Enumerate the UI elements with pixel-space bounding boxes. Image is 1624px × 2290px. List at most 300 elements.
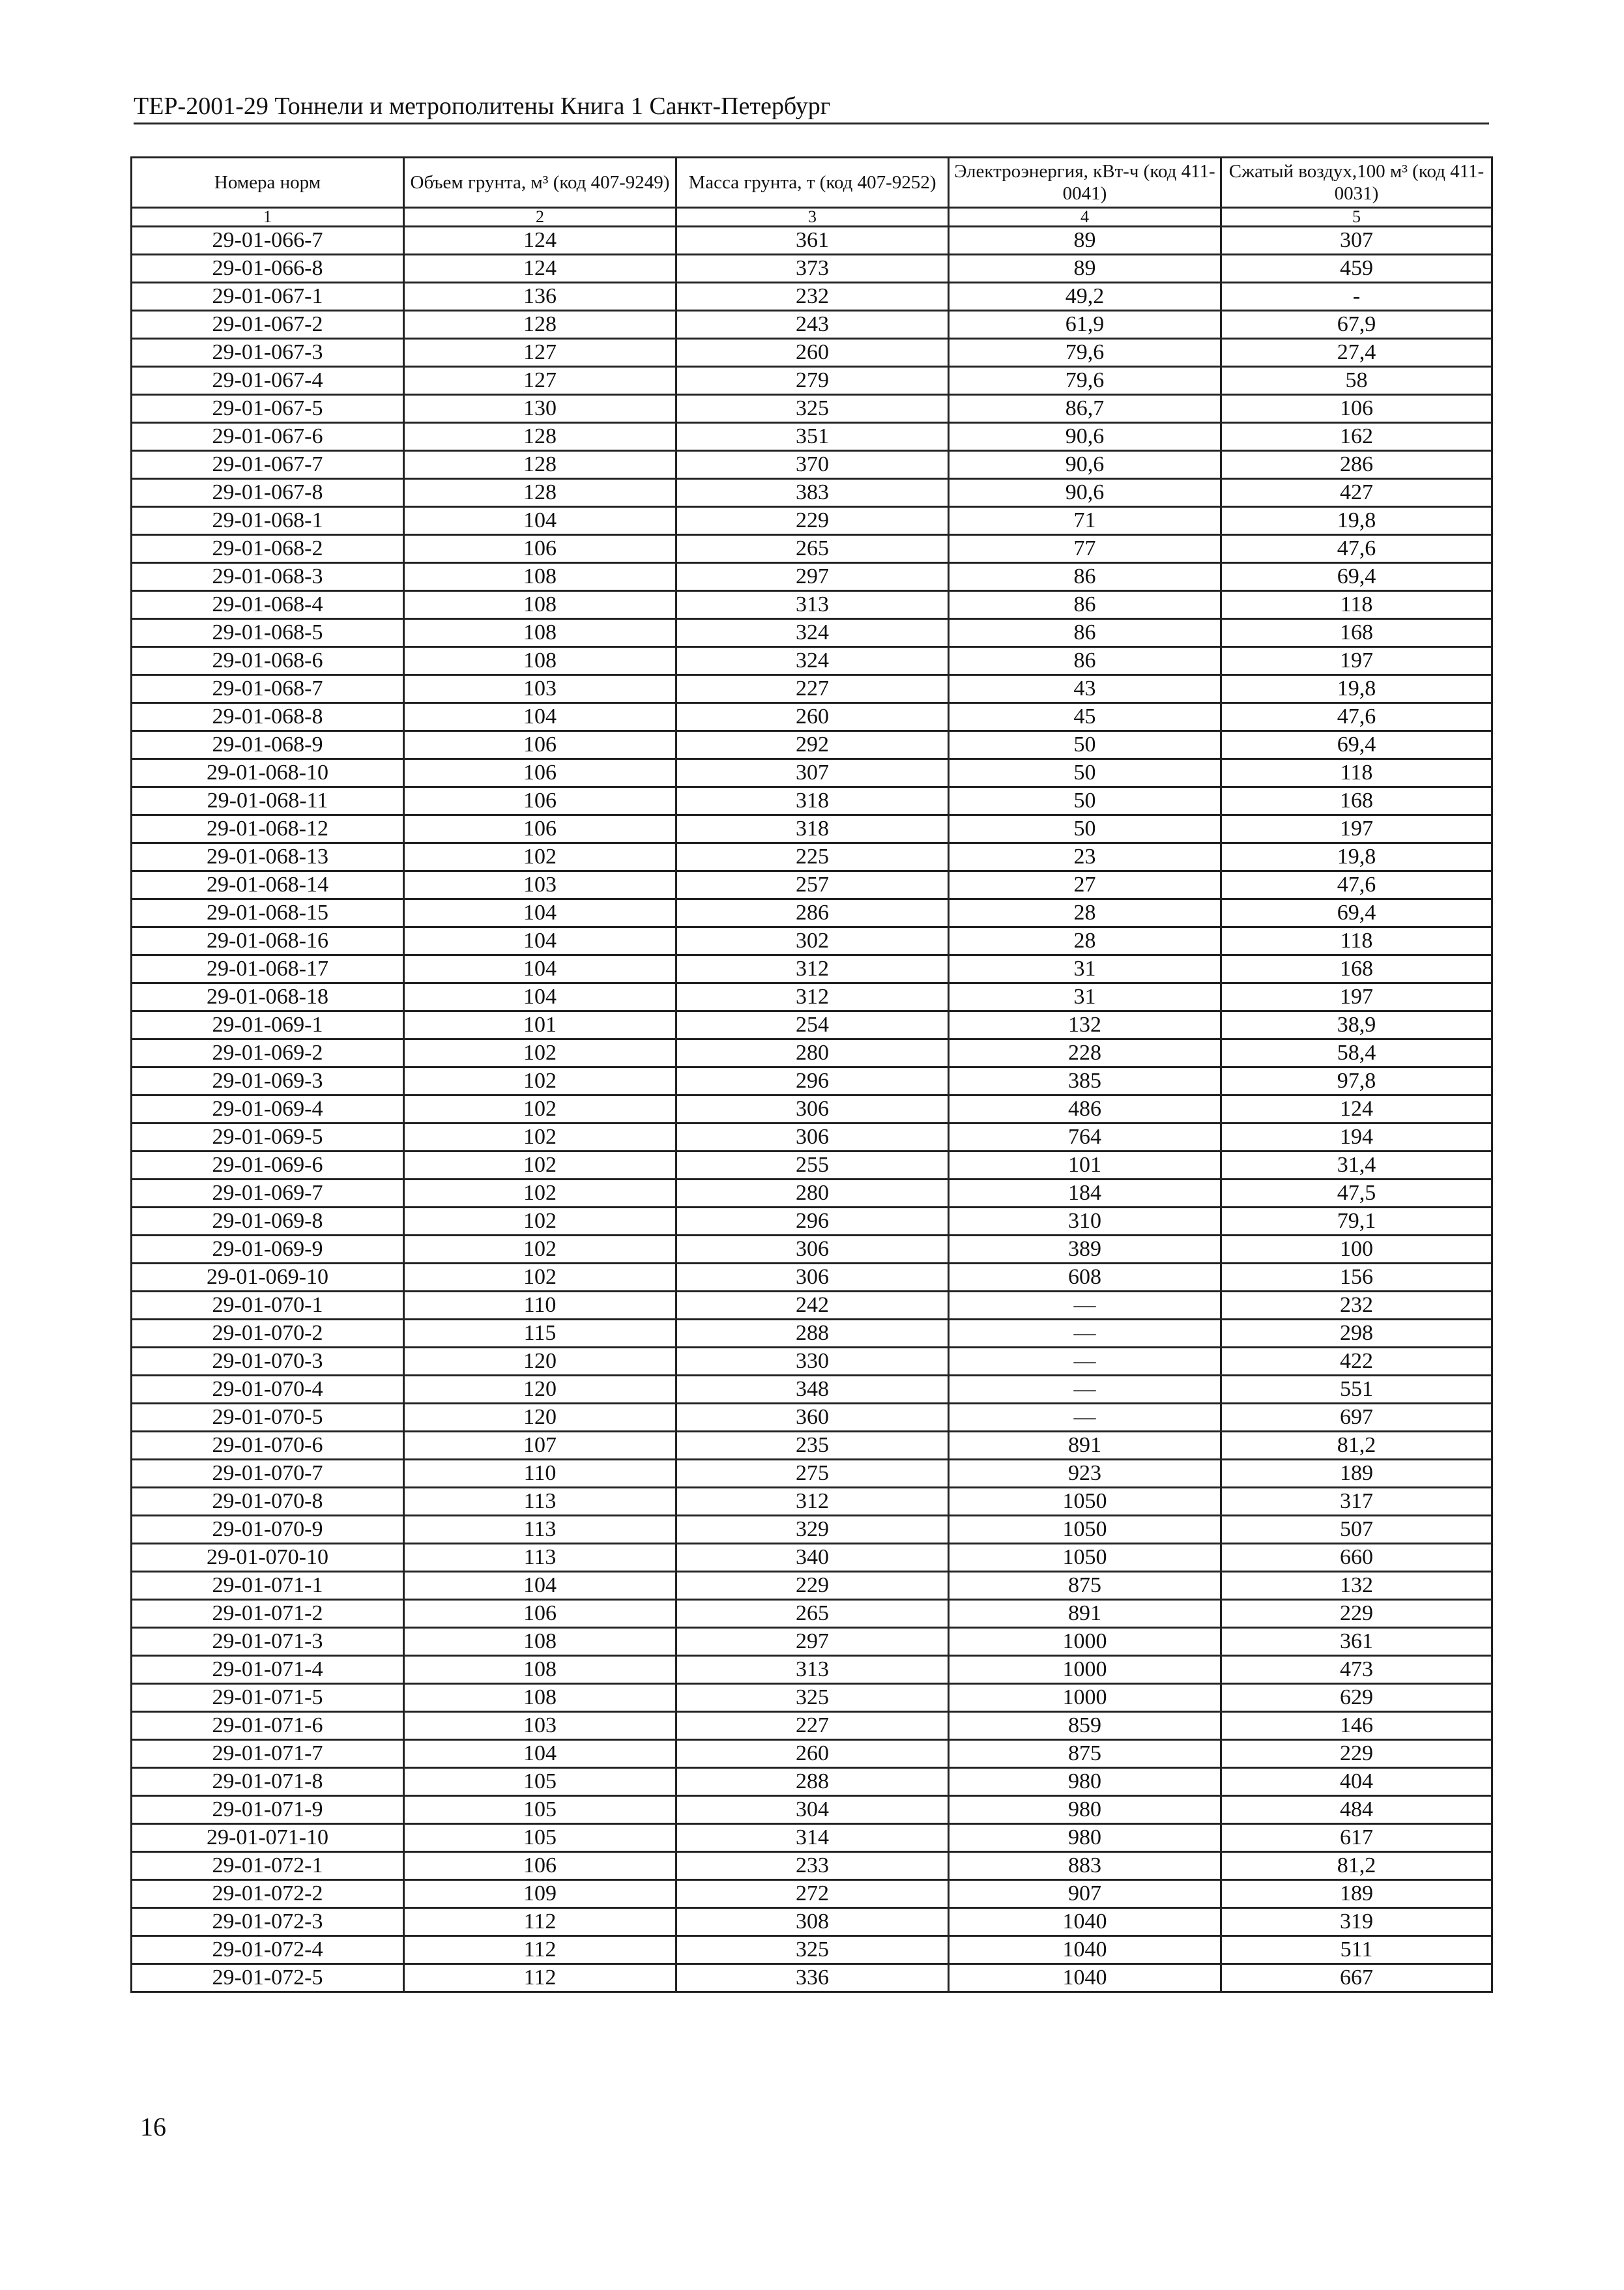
soil-mass-cell: 292 xyxy=(676,731,949,759)
soil-volume-cell: 124 xyxy=(404,227,676,255)
compressed-air-cell: 168 xyxy=(1221,619,1492,647)
soil-mass-cell: 272 xyxy=(676,1880,949,1908)
table-row xyxy=(132,1376,1492,1404)
electricity-cell: 883 xyxy=(949,1852,1221,1880)
soil-mass-cell: 225 xyxy=(676,843,949,871)
table-row xyxy=(132,1572,1492,1600)
table-row xyxy=(132,1460,1492,1488)
soil-volume-cell: 104 xyxy=(404,955,676,983)
norm-number-cell: 29-01-068-17 xyxy=(132,955,404,983)
electricity-cell: 86 xyxy=(949,647,1221,675)
compressed-air-cell: 58,4 xyxy=(1221,1039,1492,1067)
norm-number-cell: 29-01-068-6 xyxy=(132,647,404,675)
table-body xyxy=(132,227,1492,1992)
table-row xyxy=(132,339,1492,367)
compressed-air-cell: 660 xyxy=(1221,1544,1492,1572)
table-row xyxy=(132,843,1492,871)
norm-number-cell: 29-01-071-3 xyxy=(132,1628,404,1656)
soil-mass-cell: 265 xyxy=(676,535,949,563)
compressed-air-cell: 118 xyxy=(1221,759,1492,787)
soil-mass-cell: 296 xyxy=(676,1208,949,1236)
norm-number-cell: 29-01-067-5 xyxy=(132,395,404,423)
soil-mass-cell: 235 xyxy=(676,1432,949,1460)
norm-number-cell: 29-01-068-8 xyxy=(132,703,404,731)
norm-number-cell: 29-01-067-1 xyxy=(132,283,404,311)
compressed-air-cell: 427 xyxy=(1221,479,1492,507)
table-row xyxy=(132,1544,1492,1572)
soil-volume-cell: 102 xyxy=(404,1236,676,1264)
soil-mass-cell: 330 xyxy=(676,1348,949,1376)
norm-number-cell: 29-01-068-3 xyxy=(132,563,404,591)
norm-number-cell: 29-01-070-4 xyxy=(132,1376,404,1404)
header-soil-volume: Объем грунта, м³ (код 407-9249) xyxy=(404,158,676,208)
norm-number-cell: 29-01-068-15 xyxy=(132,899,404,927)
compressed-air-cell: 69,4 xyxy=(1221,731,1492,759)
column-number: 4 xyxy=(949,208,1221,227)
compressed-air-cell: 69,4 xyxy=(1221,563,1492,591)
electricity-cell: 31 xyxy=(949,983,1221,1011)
electricity-cell: 389 xyxy=(949,1236,1221,1264)
electricity-cell: — xyxy=(949,1376,1221,1404)
soil-mass-cell: 297 xyxy=(676,563,949,591)
electricity-cell: 980 xyxy=(949,1768,1221,1796)
soil-mass-cell: 307 xyxy=(676,759,949,787)
norm-number-cell: 29-01-068-13 xyxy=(132,843,404,871)
table-row xyxy=(132,423,1492,451)
norm-number-cell: 29-01-070-5 xyxy=(132,1404,404,1432)
table-row xyxy=(132,1628,1492,1656)
soil-mass-cell: 361 xyxy=(676,227,949,255)
soil-mass-cell: 306 xyxy=(676,1123,949,1152)
soil-mass-cell: 373 xyxy=(676,255,949,283)
soil-volume-cell: 102 xyxy=(404,1039,676,1067)
electricity-cell: 90,6 xyxy=(949,479,1221,507)
norm-number-cell: 29-01-070-2 xyxy=(132,1320,404,1348)
soil-mass-cell: 279 xyxy=(676,367,949,395)
soil-volume-cell: 128 xyxy=(404,423,676,451)
soil-mass-cell: 229 xyxy=(676,507,949,535)
compressed-air-cell: 484 xyxy=(1221,1796,1492,1824)
soil-mass-cell: 360 xyxy=(676,1404,949,1432)
soil-volume-cell: 108 xyxy=(404,563,676,591)
compressed-air-cell: 168 xyxy=(1221,955,1492,983)
compressed-air-cell: 47,6 xyxy=(1221,535,1492,563)
compressed-air-cell: 19,8 xyxy=(1221,507,1492,535)
compressed-air-cell: 189 xyxy=(1221,1460,1492,1488)
electricity-cell: 28 xyxy=(949,927,1221,955)
compressed-air-cell: 307 xyxy=(1221,227,1492,255)
electricity-cell: 980 xyxy=(949,1796,1221,1824)
table-row xyxy=(132,395,1492,423)
electricity-cell: 764 xyxy=(949,1123,1221,1152)
soil-volume-cell: 109 xyxy=(404,1880,676,1908)
norm-number-cell: 29-01-069-3 xyxy=(132,1067,404,1095)
compressed-air-cell: 319 xyxy=(1221,1908,1492,1936)
soil-volume-cell: 108 xyxy=(404,1628,676,1656)
soil-mass-cell: 275 xyxy=(676,1460,949,1488)
compressed-air-cell: 69,4 xyxy=(1221,899,1492,927)
electricity-cell: 101 xyxy=(949,1152,1221,1180)
electricity-cell: 859 xyxy=(949,1712,1221,1740)
soil-mass-cell: 243 xyxy=(676,311,949,339)
electricity-cell: — xyxy=(949,1292,1221,1320)
table-row xyxy=(132,1516,1492,1544)
electricity-cell: 61,9 xyxy=(949,311,1221,339)
soil-volume-cell: 102 xyxy=(404,843,676,871)
norm-number-cell: 29-01-070-9 xyxy=(132,1516,404,1544)
norm-number-cell: 29-01-067-7 xyxy=(132,451,404,479)
soil-mass-cell: 280 xyxy=(676,1180,949,1208)
compressed-air-cell: 106 xyxy=(1221,395,1492,423)
electricity-cell: 79,6 xyxy=(949,367,1221,395)
table-head xyxy=(132,158,1492,227)
soil-volume-cell: 104 xyxy=(404,1572,676,1600)
compressed-air-cell: 38,9 xyxy=(1221,1011,1492,1039)
soil-mass-cell: 297 xyxy=(676,1628,949,1656)
norm-number-cell: 29-01-069-9 xyxy=(132,1236,404,1264)
soil-mass-cell: 288 xyxy=(676,1768,949,1796)
soil-mass-cell: 254 xyxy=(676,1011,949,1039)
table-row xyxy=(132,731,1492,759)
table-row xyxy=(132,1432,1492,1460)
electricity-cell: 28 xyxy=(949,899,1221,927)
compressed-air-cell: 507 xyxy=(1221,1516,1492,1544)
compressed-air-cell: 317 xyxy=(1221,1488,1492,1516)
electricity-cell: 891 xyxy=(949,1432,1221,1460)
table-row xyxy=(132,311,1492,339)
soil-volume-cell: 104 xyxy=(404,927,676,955)
compressed-air-cell: 229 xyxy=(1221,1600,1492,1628)
electricity-cell: 86,7 xyxy=(949,395,1221,423)
soil-mass-cell: 351 xyxy=(676,423,949,451)
norm-number-cell: 29-01-068-1 xyxy=(132,507,404,535)
table-row xyxy=(132,563,1492,591)
electricity-cell: 86 xyxy=(949,563,1221,591)
norm-number-cell: 29-01-069-4 xyxy=(132,1095,404,1123)
electricity-cell: 50 xyxy=(949,759,1221,787)
electricity-cell: 86 xyxy=(949,619,1221,647)
table-row xyxy=(132,1684,1492,1712)
table-row xyxy=(132,227,1492,255)
compressed-air-cell: 162 xyxy=(1221,423,1492,451)
soil-mass-cell: 324 xyxy=(676,647,949,675)
soil-volume-cell: 102 xyxy=(404,1152,676,1180)
norm-number-cell: 29-01-071-9 xyxy=(132,1796,404,1824)
compressed-air-cell: 19,8 xyxy=(1221,843,1492,871)
header-electricity: Электроэнергия, кВт-ч (код 411-0041) xyxy=(949,158,1221,208)
soil-mass-cell: 383 xyxy=(676,479,949,507)
compressed-air-cell: 47,6 xyxy=(1221,703,1492,731)
compressed-air-cell: 124 xyxy=(1221,1095,1492,1123)
norms-table-container xyxy=(130,156,1491,1993)
compressed-air-cell: 100 xyxy=(1221,1236,1492,1264)
table-row xyxy=(132,759,1492,787)
soil-volume-cell: 112 xyxy=(404,1936,676,1964)
soil-volume-cell: 128 xyxy=(404,479,676,507)
soil-mass-cell: 265 xyxy=(676,1600,949,1628)
soil-volume-cell: 108 xyxy=(404,1656,676,1684)
norm-number-cell: 29-01-068-16 xyxy=(132,927,404,955)
soil-mass-cell: 324 xyxy=(676,619,949,647)
table-row xyxy=(132,1123,1492,1152)
electricity-cell: 310 xyxy=(949,1208,1221,1236)
soil-volume-cell: 102 xyxy=(404,1095,676,1123)
norm-number-cell: 29-01-070-6 xyxy=(132,1432,404,1460)
electricity-cell: 907 xyxy=(949,1880,1221,1908)
table-row xyxy=(132,507,1492,535)
soil-volume-cell: 105 xyxy=(404,1824,676,1852)
norm-number-cell: 29-01-071-8 xyxy=(132,1768,404,1796)
soil-mass-cell: 313 xyxy=(676,1656,949,1684)
compressed-air-cell: 197 xyxy=(1221,815,1492,843)
table-row xyxy=(132,1292,1492,1320)
soil-mass-cell: 296 xyxy=(676,1067,949,1095)
soil-mass-cell: 229 xyxy=(676,1572,949,1600)
compressed-air-cell: 511 xyxy=(1221,1936,1492,1964)
norm-number-cell: 29-01-072-2 xyxy=(132,1880,404,1908)
soil-volume-cell: 108 xyxy=(404,1684,676,1712)
soil-volume-cell: 104 xyxy=(404,1740,676,1768)
norm-number-cell: 29-01-067-8 xyxy=(132,479,404,507)
compressed-air-cell: 194 xyxy=(1221,1123,1492,1152)
table-row xyxy=(132,1095,1492,1123)
norm-number-cell: 29-01-071-10 xyxy=(132,1824,404,1852)
soil-mass-cell: 260 xyxy=(676,1740,949,1768)
electricity-cell: 132 xyxy=(949,1011,1221,1039)
norm-number-cell: 29-01-069-7 xyxy=(132,1180,404,1208)
compressed-air-cell: 422 xyxy=(1221,1348,1492,1376)
table-row xyxy=(132,955,1492,983)
norm-number-cell: 29-01-072-3 xyxy=(132,1908,404,1936)
table-row xyxy=(132,479,1492,507)
soil-mass-cell: 308 xyxy=(676,1908,949,1936)
norm-number-cell: 29-01-066-7 xyxy=(132,227,404,255)
electricity-cell: 1050 xyxy=(949,1488,1221,1516)
table-row xyxy=(132,1320,1492,1348)
soil-volume-cell: 128 xyxy=(404,451,676,479)
soil-volume-cell: 102 xyxy=(404,1067,676,1095)
norm-number-cell: 29-01-072-4 xyxy=(132,1936,404,1964)
soil-volume-cell: 120 xyxy=(404,1404,676,1432)
norm-number-cell: 29-01-069-2 xyxy=(132,1039,404,1067)
compressed-air-cell: 667 xyxy=(1221,1964,1492,1992)
table-row xyxy=(132,1152,1492,1180)
compressed-air-cell: 47,5 xyxy=(1221,1180,1492,1208)
soil-mass-cell: 325 xyxy=(676,1936,949,1964)
compressed-air-cell: 229 xyxy=(1221,1740,1492,1768)
soil-mass-cell: 312 xyxy=(676,983,949,1011)
electricity-cell: 1050 xyxy=(949,1516,1221,1544)
soil-volume-cell: 115 xyxy=(404,1320,676,1348)
electricity-cell: — xyxy=(949,1320,1221,1348)
electricity-cell: 891 xyxy=(949,1600,1221,1628)
norm-number-cell: 29-01-070-10 xyxy=(132,1544,404,1572)
norm-number-cell: 29-01-068-4 xyxy=(132,591,404,619)
soil-mass-cell: 318 xyxy=(676,815,949,843)
compressed-air-cell: 697 xyxy=(1221,1404,1492,1432)
electricity-cell: 875 xyxy=(949,1740,1221,1768)
electricity-cell: 1040 xyxy=(949,1964,1221,1992)
soil-mass-cell: 340 xyxy=(676,1544,949,1572)
norm-number-cell: 29-01-069-6 xyxy=(132,1152,404,1180)
column-number: 1 xyxy=(132,208,404,227)
soil-volume-cell: 105 xyxy=(404,1768,676,1796)
soil-mass-cell: 227 xyxy=(676,1712,949,1740)
norm-number-cell: 29-01-070-8 xyxy=(132,1488,404,1516)
norms-table xyxy=(130,156,1493,1993)
header-norm-numbers: Номера норм xyxy=(132,158,404,208)
electricity-cell: — xyxy=(949,1348,1221,1376)
norm-number-cell: 29-01-068-14 xyxy=(132,871,404,899)
table-row xyxy=(132,1348,1492,1376)
table-row xyxy=(132,1740,1492,1768)
electricity-cell: — xyxy=(949,1404,1221,1432)
norm-number-cell: 29-01-066-8 xyxy=(132,255,404,283)
soil-mass-cell: 318 xyxy=(676,787,949,815)
compressed-air-cell: 81,2 xyxy=(1221,1432,1492,1460)
soil-volume-cell: 106 xyxy=(404,731,676,759)
electricity-cell: 90,6 xyxy=(949,451,1221,479)
table-row xyxy=(132,1908,1492,1936)
norm-number-cell: 29-01-068-10 xyxy=(132,759,404,787)
soil-volume-cell: 105 xyxy=(404,1796,676,1824)
table-row xyxy=(132,619,1492,647)
norm-number-cell: 29-01-071-5 xyxy=(132,1684,404,1712)
header-rule xyxy=(134,123,1489,124)
soil-volume-cell: 103 xyxy=(404,675,676,703)
table-row xyxy=(132,675,1492,703)
electricity-cell: 31 xyxy=(949,955,1221,983)
table-row xyxy=(132,1824,1492,1852)
norm-number-cell: 29-01-068-2 xyxy=(132,535,404,563)
norm-number-cell: 29-01-072-1 xyxy=(132,1852,404,1880)
soil-volume-cell: 106 xyxy=(404,535,676,563)
soil-mass-cell: 280 xyxy=(676,1039,949,1067)
norm-number-cell: 29-01-069-1 xyxy=(132,1011,404,1039)
soil-volume-cell: 108 xyxy=(404,591,676,619)
compressed-air-cell: 298 xyxy=(1221,1320,1492,1348)
header-row xyxy=(132,158,1492,208)
soil-volume-cell: 103 xyxy=(404,1712,676,1740)
column-number: 3 xyxy=(676,208,949,227)
compressed-air-cell: 197 xyxy=(1221,983,1492,1011)
norm-number-cell: 29-01-070-7 xyxy=(132,1460,404,1488)
norm-number-cell: 29-01-068-7 xyxy=(132,675,404,703)
soil-volume-cell: 108 xyxy=(404,619,676,647)
soil-volume-cell: 103 xyxy=(404,871,676,899)
column-number: 5 xyxy=(1221,208,1492,227)
norm-number-cell: 29-01-067-4 xyxy=(132,367,404,395)
compressed-air-cell: 118 xyxy=(1221,927,1492,955)
table-row xyxy=(132,283,1492,311)
table-row xyxy=(132,591,1492,619)
soil-mass-cell: 348 xyxy=(676,1376,949,1404)
table-row xyxy=(132,367,1492,395)
table-row xyxy=(132,899,1492,927)
electricity-cell: 1000 xyxy=(949,1684,1221,1712)
electricity-cell: 77 xyxy=(949,535,1221,563)
compressed-air-cell: 81,2 xyxy=(1221,1852,1492,1880)
electricity-cell: 486 xyxy=(949,1095,1221,1123)
table-row xyxy=(132,1011,1492,1039)
soil-mass-cell: 286 xyxy=(676,899,949,927)
column-number-row xyxy=(132,208,1492,227)
table-row xyxy=(132,1880,1492,1908)
electricity-cell: 86 xyxy=(949,591,1221,619)
soil-volume-cell: 108 xyxy=(404,647,676,675)
soil-volume-cell: 113 xyxy=(404,1488,676,1516)
table-row xyxy=(132,1404,1492,1432)
norm-number-cell: 29-01-067-2 xyxy=(132,311,404,339)
compressed-air-cell: 146 xyxy=(1221,1712,1492,1740)
table-row xyxy=(132,1236,1492,1264)
table-row xyxy=(132,1488,1492,1516)
table-row xyxy=(132,1067,1492,1095)
compressed-air-cell: 189 xyxy=(1221,1880,1492,1908)
electricity-cell: 608 xyxy=(949,1264,1221,1292)
soil-volume-cell: 127 xyxy=(404,367,676,395)
norm-number-cell: 29-01-071-6 xyxy=(132,1712,404,1740)
soil-mass-cell: 336 xyxy=(676,1964,949,1992)
norm-number-cell: 29-01-068-5 xyxy=(132,619,404,647)
norm-number-cell: 29-01-068-9 xyxy=(132,731,404,759)
soil-volume-cell: 120 xyxy=(404,1348,676,1376)
electricity-cell: 49,2 xyxy=(949,283,1221,311)
soil-mass-cell: 255 xyxy=(676,1152,949,1180)
table-row xyxy=(132,1600,1492,1628)
soil-mass-cell: 325 xyxy=(676,1684,949,1712)
compressed-air-cell: 118 xyxy=(1221,591,1492,619)
electricity-cell: 1000 xyxy=(949,1628,1221,1656)
table-row xyxy=(132,1712,1492,1740)
table-row xyxy=(132,1852,1492,1880)
norm-number-cell: 29-01-070-3 xyxy=(132,1348,404,1376)
soil-mass-cell: 260 xyxy=(676,703,949,731)
table-row xyxy=(132,1208,1492,1236)
soil-volume-cell: 106 xyxy=(404,1852,676,1880)
compressed-air-cell: 31,4 xyxy=(1221,1152,1492,1180)
compressed-air-cell: 79,1 xyxy=(1221,1208,1492,1236)
table-row xyxy=(132,535,1492,563)
soil-mass-cell: 314 xyxy=(676,1824,949,1852)
table-row xyxy=(132,255,1492,283)
compressed-air-cell: 551 xyxy=(1221,1376,1492,1404)
norm-number-cell: 29-01-068-18 xyxy=(132,983,404,1011)
table-row xyxy=(132,815,1492,843)
table-row xyxy=(132,1264,1492,1292)
electricity-cell: 50 xyxy=(949,815,1221,843)
electricity-cell: 90,6 xyxy=(949,423,1221,451)
table-row xyxy=(132,1180,1492,1208)
soil-volume-cell: 107 xyxy=(404,1432,676,1460)
electricity-cell: 50 xyxy=(949,731,1221,759)
soil-mass-cell: 312 xyxy=(676,955,949,983)
compressed-air-cell: 404 xyxy=(1221,1768,1492,1796)
table-row xyxy=(132,451,1492,479)
electricity-cell: 1000 xyxy=(949,1656,1221,1684)
compressed-air-cell: 286 xyxy=(1221,451,1492,479)
electricity-cell: 43 xyxy=(949,675,1221,703)
compressed-air-cell: 473 xyxy=(1221,1656,1492,1684)
norm-number-cell: 29-01-068-12 xyxy=(132,815,404,843)
electricity-cell: 385 xyxy=(949,1067,1221,1095)
soil-mass-cell: 312 xyxy=(676,1488,949,1516)
soil-mass-cell: 325 xyxy=(676,395,949,423)
electricity-cell: 50 xyxy=(949,787,1221,815)
page-number: 16 xyxy=(140,2112,166,2141)
electricity-cell: 980 xyxy=(949,1824,1221,1852)
soil-volume-cell: 106 xyxy=(404,759,676,787)
